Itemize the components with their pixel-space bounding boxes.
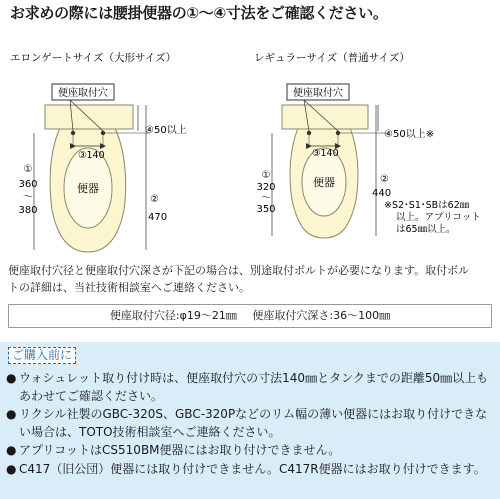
regular-dim1-min: 320 [256,182,276,193]
list-item: ● ウォシュレット取り付け時は、便座取付穴の寸法140㎜とタンクまでの距離50㎜以上もあわせてご確認ください。 [6,371,489,403]
elongated-dim1-max: 380 [18,205,38,216]
regular-title: レギュラーサイズ（普通サイズ） [254,52,410,64]
page-heading: お求めの際には腰掛便器の①～④寸法をご確認ください。 [10,4,388,22]
regular-hole-label: 便座取付穴 [293,88,343,99]
bullet-icon: ● [6,371,17,385]
list-item: ● アプリコットはCS510BM便器にはお取り付けできません。 [6,442,496,460]
regular-dim1-tilde: ～ [261,193,271,204]
elongated-title: エロンゲートサイズ（大形サイズ） [10,52,177,64]
elongated-dim1-min: 360 [18,179,38,190]
regular-bowl-label: 便器 [313,176,335,189]
regular-dim2-val: 440 [372,188,392,199]
before-purchase-list [6,370,496,479]
elongated-dim4: ④50以上 [145,125,187,136]
list-item: ● リクシル社製のGBC-320S、GBC-320Pなどのリム幅の薄い便器にはお取り付けできない場合は、TOTO技術相談室へご連絡ください。 [6,407,488,439]
regular-dim1-max: 350 [256,204,276,215]
size-diagrams [0,30,500,255]
elongated-hole-label: 便座取付穴 [58,88,108,99]
elongated-bowl-label: 便器 [77,182,99,195]
bullet-icon: ● [6,407,17,421]
bullet-icon: ● [6,461,17,476]
mounting-note-line2: トの詳細は、当社技術相談室へご連絡ください。 [8,281,250,294]
regular-dim3: ③140 [312,148,339,159]
before-purchase-section [0,342,500,499]
regular-footnote-1: ※S2･S1･SBは62㎜ [384,200,470,211]
hole-diameter-spec: 便座取付穴径:φ19～21㎜ [109,309,237,322]
regular-footnote-2: 以上。アプリコット [396,212,481,223]
elongated-tank-shape [45,105,133,129]
mounting-note [8,262,496,296]
hole-depth-spec: 便座取付穴深さ:36～100㎜ [252,309,391,322]
elongated-dim2-num: ② [150,194,159,205]
regular-footnote-3: は65㎜以上。 [396,224,456,235]
elongated-dim3: ③140 [78,150,105,161]
elongated-diagram [10,51,187,252]
regular-dim1-num: ① [261,170,271,181]
elongated-dim1-tilde: ～ [23,192,33,203]
mounting-note-line1: 便座取付穴径と便座取付穴深さが下記の場合は、別途取付ボルトが必要になります。取付ボル [8,264,470,277]
toilet-diagrams-svg [0,30,500,255]
bullet-icon: ● [6,443,17,457]
elongated-dim2-val: 470 [148,212,168,223]
regular-dim4: ④50以上※ [384,129,435,140]
hole-spec-box [8,304,492,328]
regular-dim2-num: ② [380,174,389,185]
before-purchase-title: ご購入前に [8,347,76,364]
elongated-dim1-num: ① [23,164,33,175]
regular-diagram [254,51,481,238]
list-item: ● C417（旧公団）便器には取り付けできません。C417R便器にはお取り付けできます。 [6,461,496,479]
regular-tank-shape [282,105,368,129]
